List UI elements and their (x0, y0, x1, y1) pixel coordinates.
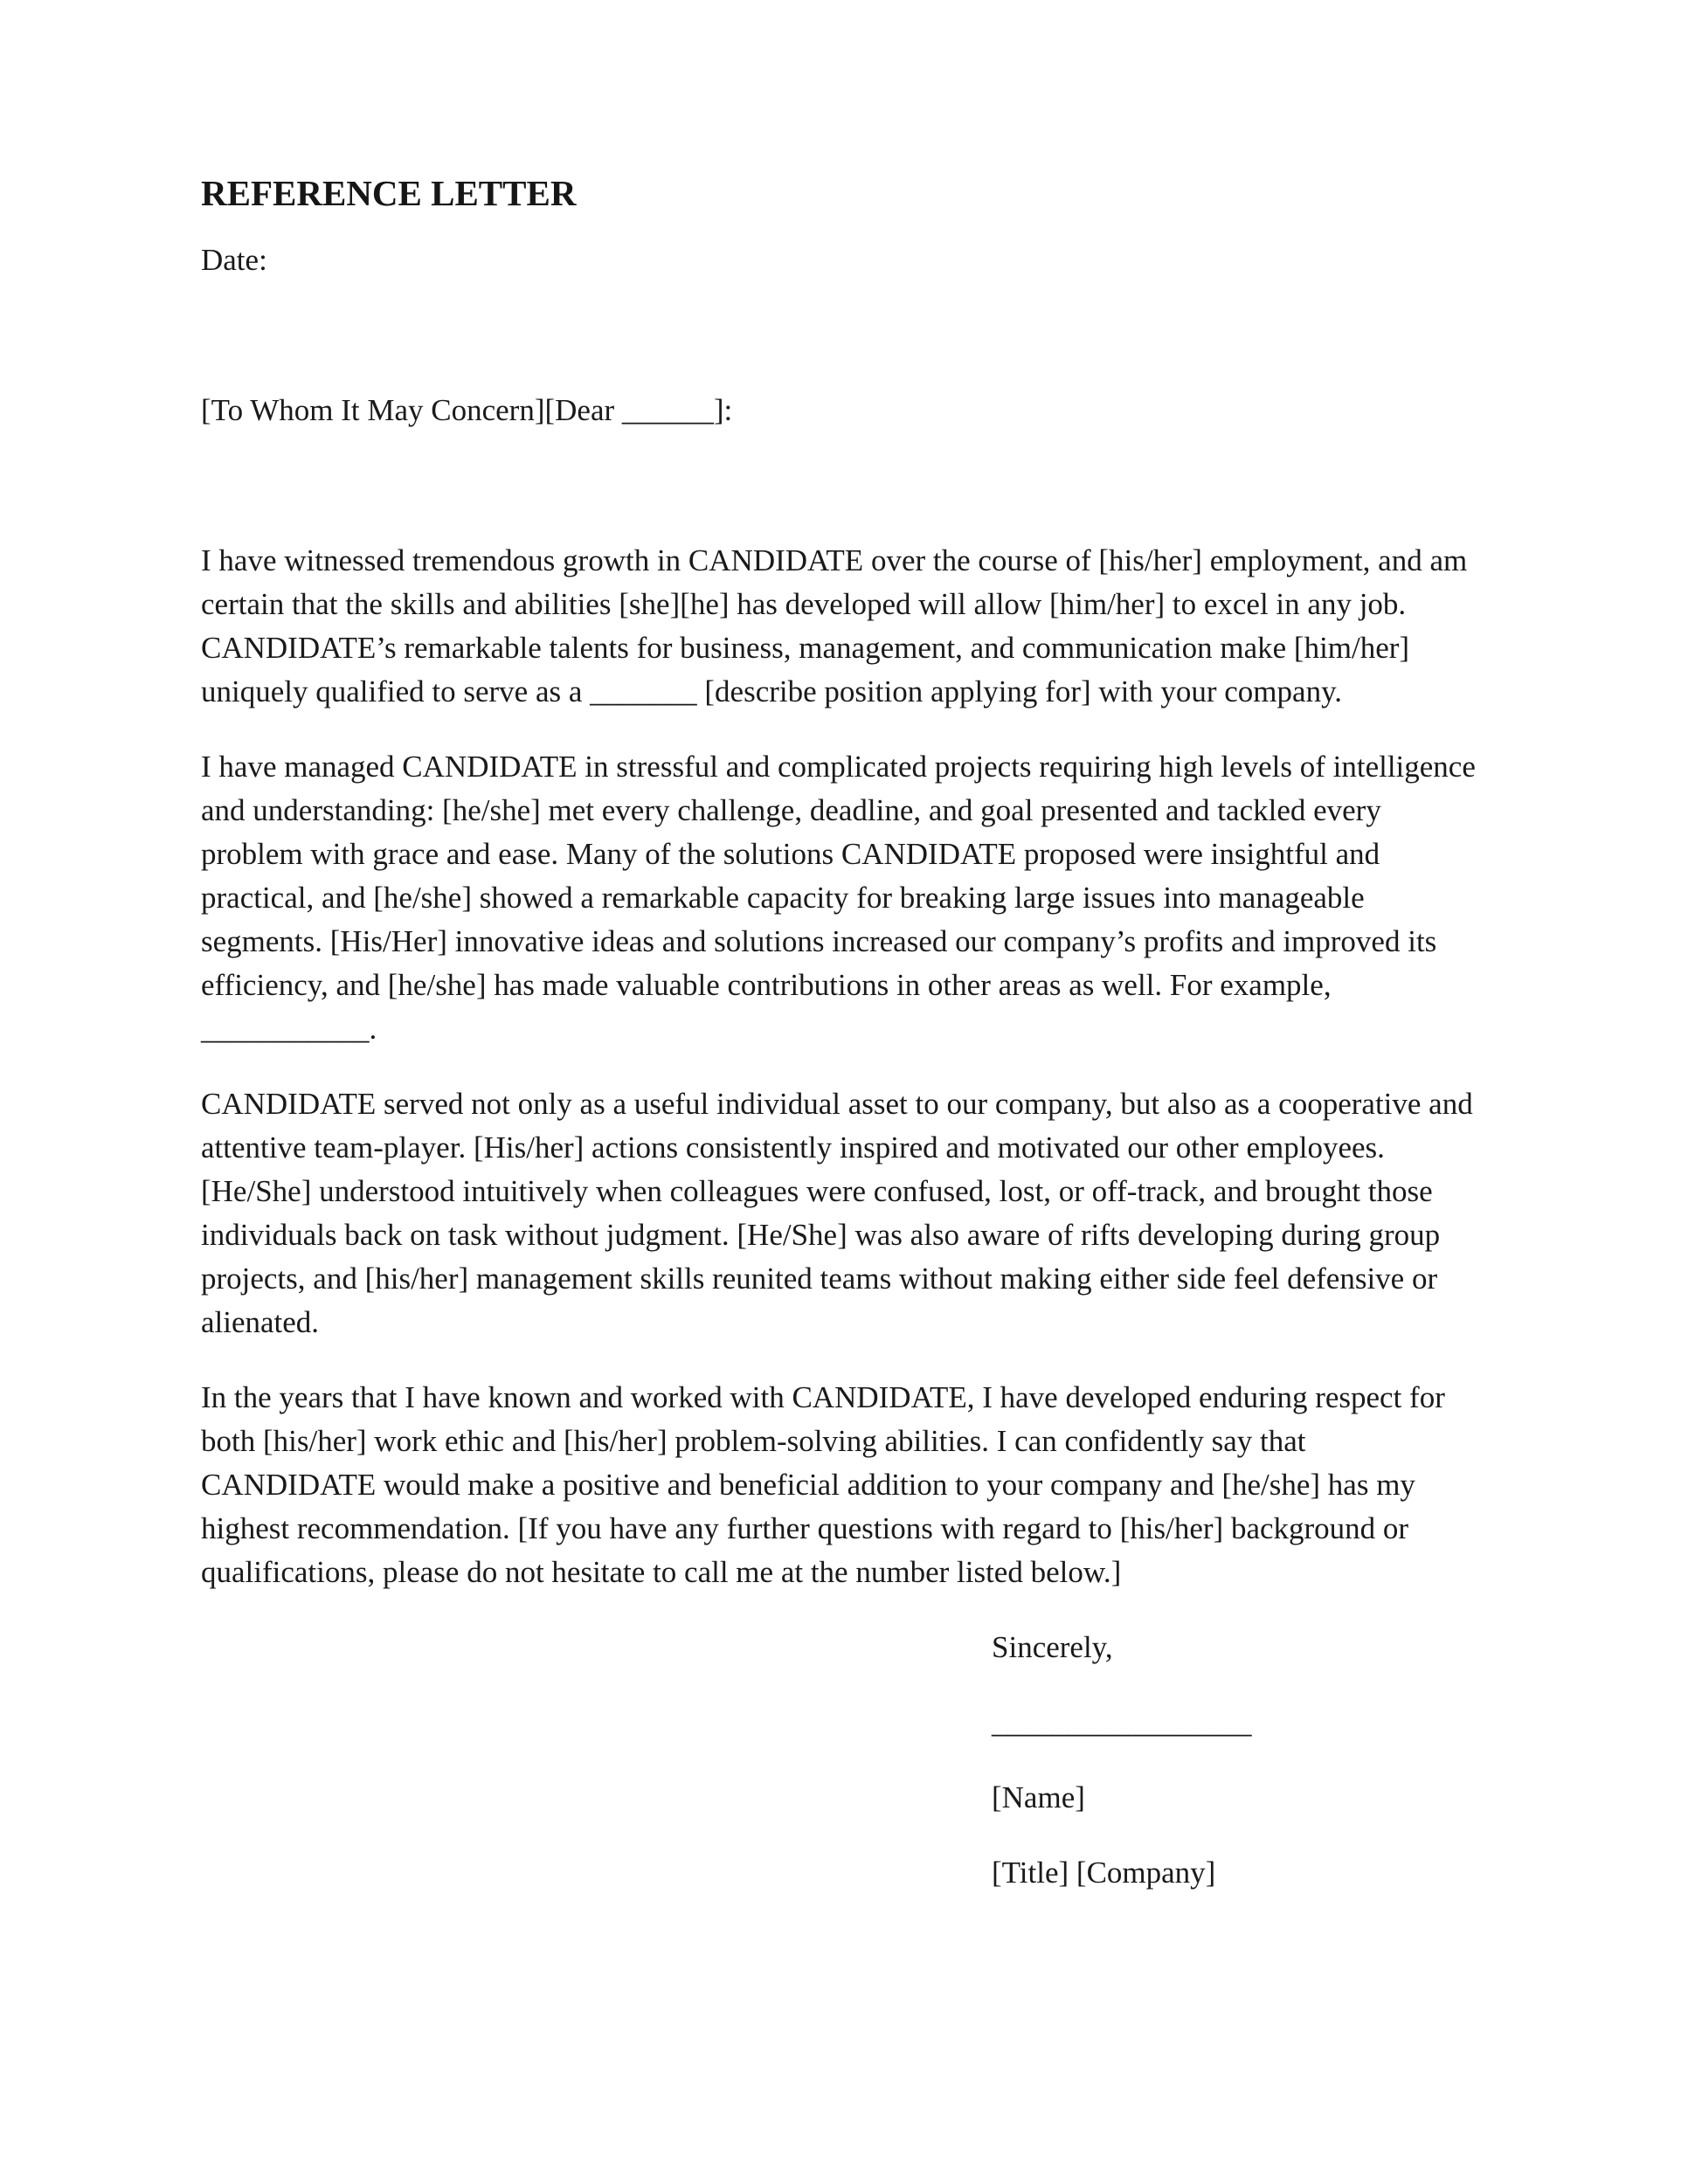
body-paragraph-2: I have managed CANDIDATE in stressful and complicated projects requiring high levels of intelligence and understanding: [he/she] met every challenge, deadline, and goal presented and tackled every problem with grace and ease. Many of the solutions CANDIDATE proposed were insightful and practical, and [he/she] showed a remarkable capacity for breaking large issues into manageable segments. [His/Her] innovative ideas and solutions increased our company’s profits and improved its efficiency, and [he/she] has made valuable contributions in other areas as well. For example, ___________. (201, 750, 1476, 1046)
signature-title-company-placeholder: [Title] [Company] (992, 1856, 1216, 1890)
body-paragraph-1: I have witnessed tremendous growth in CANDIDATE over the course of [his/her] employment, and am certain that the skills and abilities [she][he] has developed will allow [him/her] to excel in any job. CANDIDATE’s remarkable talents for business, management, and communication make [him/her] uniquely qualified to serve as a _______ [describe position applying for] with your company. (201, 543, 1468, 708)
date-label: Date: (201, 243, 267, 277)
salutation: [To Whom It May Concern][Dear ______]: (201, 393, 733, 427)
signature-line: _________________ (992, 1705, 1252, 1739)
letter-title: REFERENCE LETTER (201, 173, 577, 213)
signature-block (992, 1626, 1487, 1895)
blank-line (201, 464, 1487, 539)
body-paragraph-4: In the years that I have known and worked with CANDIDATE, I have developed enduring respect for both [his/her] work ethic and [his/her] problem-solving abilities. I can confidently say that CANDIDATE would make a positive and beneficial addition to your company and [he/she] has my highest recommendation. [If you have any further questions with regard to [his/her] background or qualifications, please do not hesitate to call me at the number listed below.] (201, 1380, 1445, 1589)
signature-name-placeholder: [Name] (992, 1780, 1085, 1814)
blank-line (201, 314, 1487, 389)
closing-salutation: Sincerely, (992, 1630, 1113, 1664)
body-paragraph-3: CANDIDATE served not only as a useful individual asset to our company, but also as a cooperative and attentive team-player. [His/her] actions consistently inspired and motivated our other employees. [He/She] understood intuitively when colleagues were confused, lost, or off-track, and brought those individuals back on task without judgment. [He/She] was also aware of rifts developing during group projects, and [his/her] management skills reunited teams without making either side feel defensive or alienated. (201, 1087, 1473, 1339)
